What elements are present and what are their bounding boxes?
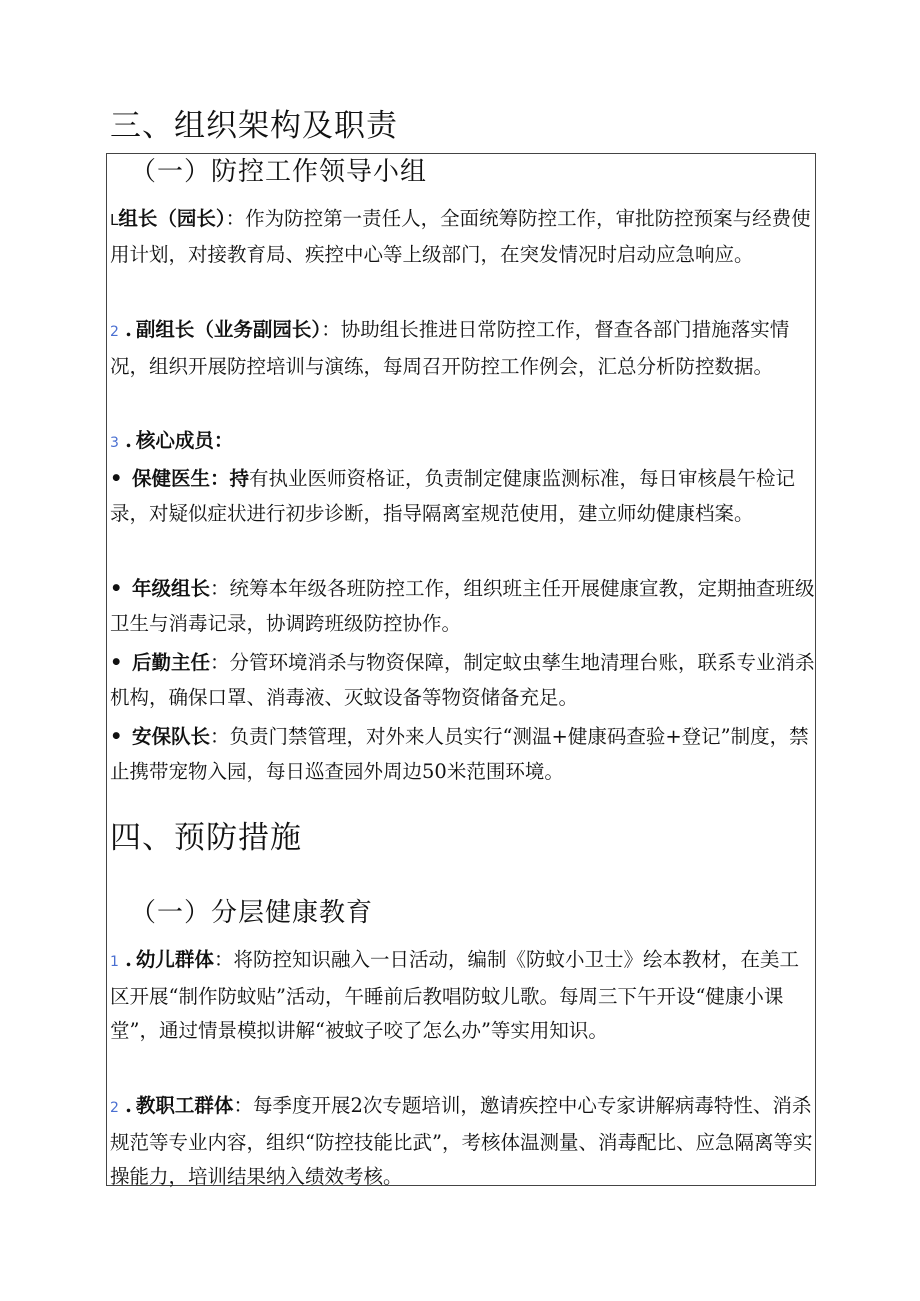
list-item-deputy-leader: 2 . 副组长（业务副园长）：协助组长推进日常防控工作，督查各部门措施落实情况，组织开展防控培训与演练，每周召开防控工作例会，汇总分析防控数据。 bbox=[110, 318, 790, 378]
bullet-icon: • bbox=[110, 467, 123, 490]
item-text: 有执业医师资格证，负责制定健康监测标准，每日审核晨午检记录，对疑似症状进行初步诊断，指导隔离室规范使用，建立师幼健康档案。 bbox=[110, 467, 796, 525]
item-label: 保健医生：持 bbox=[132, 467, 250, 490]
item-label: 安保队长 bbox=[132, 725, 211, 748]
subheading-leadership-group: （一）防控工作领导小组 bbox=[130, 157, 428, 187]
item-number: 2 bbox=[110, 324, 119, 340]
item-text: ：每季度开展2次专题培训，邀请疾控中心专家讲解病毒特性、消杀规范等专业内容，组织“防控技能比武”，考核体温测量、消毒配比、应急隔离等实操能力，培训结果纳入绩效考核。 bbox=[110, 1094, 813, 1188]
bullet-item-logistics-director bbox=[110, 646, 815, 715]
bullet-item-grade-leader bbox=[110, 572, 815, 641]
section-heading-prevention: 四、预防措施 bbox=[110, 820, 302, 856]
item-label: 幼儿群体 bbox=[135, 948, 214, 971]
item-text: ：统筹本年级各班防控工作，组织班主任开展健康宣教，定期抽查班级卫生与消毒记录，协调跨班级防控协作。 bbox=[110, 577, 815, 635]
item-text: ：分管环境消杀与物资保障，制定蚊虫孳生地清理台账，联系专业消杀机构，确保口罩、消毒液、灭蚊设备等物资储备充足。 bbox=[110, 651, 815, 709]
item-number: 3 bbox=[110, 435, 119, 451]
section-heading-org: 三、组织架构及职责 bbox=[110, 108, 398, 144]
list-item-core-members: 3 . 核心成员： bbox=[110, 429, 234, 452]
item-text: ：负责门禁管理，对外来人员实行“测温+健康码查验+登记”制度，禁止携带宠物入园，每日巡查园外周边50米范围环境。 bbox=[110, 725, 809, 783]
item-text: ：作为防控第一责任人，全面统筹防控工作，审批防控预案与经费使用计划，对接教育局、疾控中心等上级部门，在突发情况时启动应急响应。 bbox=[110, 207, 811, 266]
item-label: 后勤主任 bbox=[132, 651, 211, 674]
list-item-leader bbox=[110, 202, 815, 272]
bullet-icon: • bbox=[110, 725, 123, 748]
bullet-icon: • bbox=[110, 577, 123, 600]
item-text: ：将防控知识融入一日活动，编制《防蚊小卫士》绘本教材，在美工区开展“制作防蚊贴”活动，午睡前后教唱防蚊儿歌。每周三下午开设“健康小课堂”，通过情景模拟讲解“被蚊子咬了怎么办”等实用知识。 bbox=[110, 948, 799, 1042]
item-label: 年级组长 bbox=[132, 577, 211, 600]
item-label: 副组长（业务副园长） bbox=[135, 318, 322, 341]
subheading-health-education: （一）分层健康教育 bbox=[130, 898, 374, 928]
item-label: 组长（园长） bbox=[118, 207, 226, 230]
item-text: ：协助组长推进日常防控工作，督查各部门措施落实情况，组织开展防控培训与演练，每周召开防控工作例会，汇总分析防控数据。 bbox=[110, 318, 790, 378]
bullet-item-health-doctor bbox=[110, 462, 815, 531]
item-number: 2 bbox=[110, 1100, 119, 1116]
item-number: L bbox=[110, 211, 119, 229]
list-item-staff: 2 . 教职工群体：每季度开展2次专题培训，邀请疾控中心专家讲解病毒特性、消杀规范等专业内容，组织“防控技能比武”，考核体温测量、消毒配比、应急隔离等实操能力，培训结果纳入绩效考核。 bbox=[110, 1094, 813, 1188]
item-number: 1 bbox=[110, 954, 119, 970]
item-label: 核心成员： bbox=[135, 429, 234, 452]
bullet-item-security-captain bbox=[110, 720, 815, 789]
list-item-children: 1 . 幼儿群体：将防控知识融入一日活动，编制《防蚊小卫士》绘本教材，在美工区开展“制作防蚊贴”活动，午睡前后教唱防蚊儿歌。每周三下午开设“健康小课堂”，通过情景模拟讲解“被蚊子咬了怎么办”等实用知识。 bbox=[110, 948, 799, 1042]
item-label: 教职工群体 bbox=[135, 1094, 234, 1117]
bullet-icon: • bbox=[110, 651, 123, 674]
